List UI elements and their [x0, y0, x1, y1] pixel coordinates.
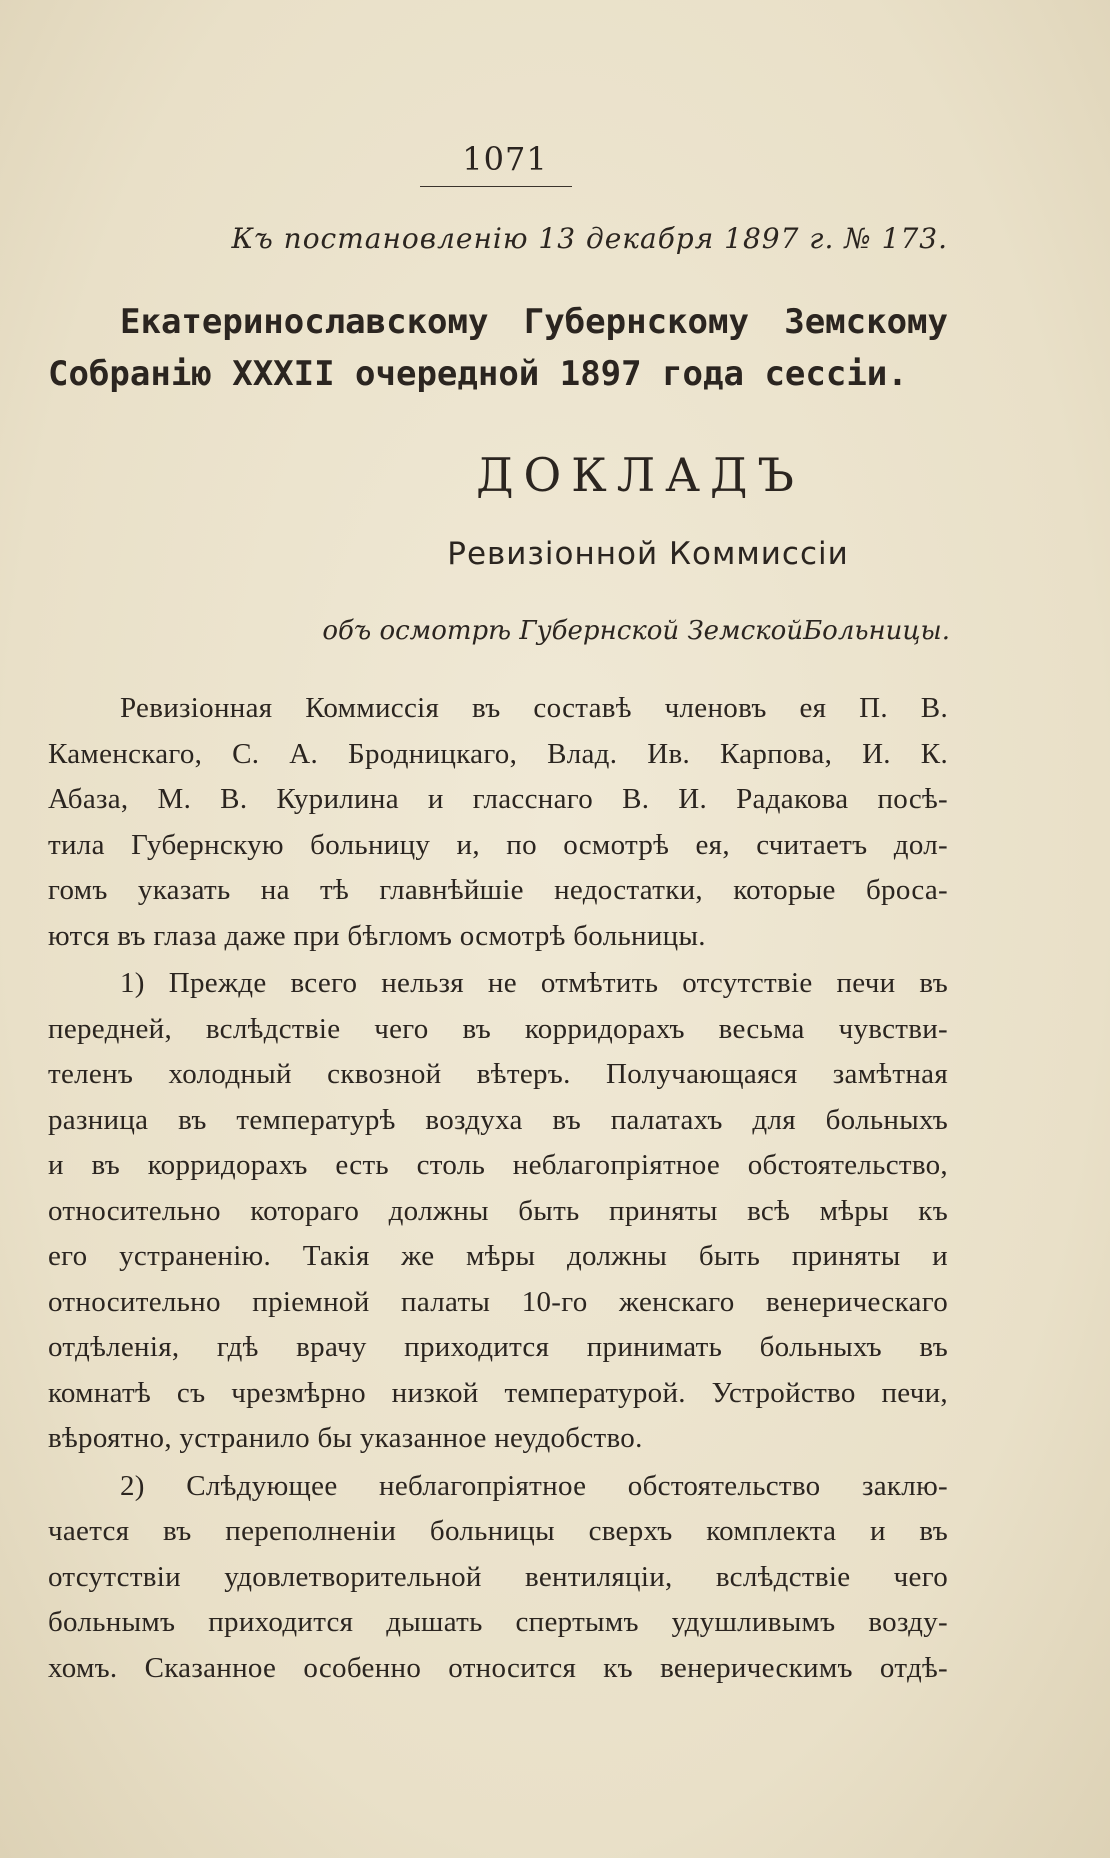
address-block	[48, 296, 948, 400]
text-line: Ревизіонная Коммиссія въ составѣ членовъ ея П. В.	[120, 692, 948, 724]
text-line: гомъ указать на тѣ главнѣйшіе недостатки, которые броса-	[48, 874, 948, 906]
text-line: хомъ. Сказанное особенно относится къ венерическимъ отдѣ-	[48, 1651, 948, 1684]
address-line-1: Екатеринославскому Губернскому Земскому	[120, 302, 948, 342]
text-line: Абаза, М. В. Курилина и гласснаго В. И. Радакова посѣ-	[48, 783, 948, 815]
text-line: отсутствіи удовлетворительной вентиляціи, вслѣдствіе чего	[48, 1560, 948, 1593]
text-line: больнымъ приходится дышать спертымъ удушливымъ возду-	[48, 1606, 948, 1638]
text-line: относительно пріемной палаты 10-го женскаго венерическаго	[48, 1285, 948, 1318]
page-number-rule	[420, 186, 572, 187]
document-topic: объ осмотрѣ Губернской ЗемскойБольницы.	[322, 616, 950, 646]
text-line: 2) Слѣдующее неблагопріятное обстоятельство заклю-	[120, 1469, 948, 1502]
text-line: разница въ температурѣ воздуха въ палатахъ для больныхъ	[48, 1103, 948, 1136]
address-line-2: Собранію XXXII очередной 1897 года сессіи.	[48, 354, 908, 394]
resolution-reference: Къ постановленію 13 декабря 1897 г. № 173.	[231, 222, 948, 255]
text-line: тила Губернскую больницу и, по осмотрѣ ея, считаетъ дол-	[48, 828, 948, 861]
document-subtitle: Ревизіонной Коммиссіи	[447, 536, 849, 572]
body-text	[48, 686, 948, 1691]
text-line: 1) Прежде всего нельзя не отмѣтить отсутствіе печи въ	[120, 967, 948, 999]
document-title: ДОКЛАДЪ	[476, 448, 804, 502]
text-line: вѣроятно, устранило бы указанное неудобство.	[48, 1422, 643, 1454]
text-line: теленъ холодный сквозной вѣтеръ. Получающаяся замѣтная	[48, 1058, 948, 1090]
text-line: чается въ переполненіи больницы сверхъ комплекта и въ	[48, 1515, 948, 1547]
text-line: отдѣленія, гдѣ врачу приходится принимать больныхъ въ	[48, 1331, 948, 1363]
text-line: и въ корридорахъ есть столь неблагопріятное обстоятельство,	[48, 1149, 948, 1181]
paragraph-point-1	[48, 961, 948, 1462]
text-line: передней, вслѣдствіе чего въ корридорахъ весьма чувстви-	[48, 1012, 948, 1045]
text-line: относительно котораго должны быть приняты всѣ мѣры къ	[48, 1194, 948, 1227]
text-line: его устраненію. Такія же мѣры должны быть приняты и	[48, 1240, 948, 1272]
page-number: 1071	[462, 140, 548, 178]
text-line: комнатѣ съ чрезмѣрно низкой температурой. Устройство печи,	[48, 1376, 948, 1409]
text-line: ются въ глаза даже при бѣгломъ осмотрѣ больницы.	[48, 919, 706, 952]
paragraph-intro	[48, 686, 948, 959]
text-line: Каменскаго, С. А. Бродницкаго, Влад. Ив. Карпова, И. К.	[48, 737, 948, 770]
paragraph-point-2	[48, 1464, 948, 1692]
